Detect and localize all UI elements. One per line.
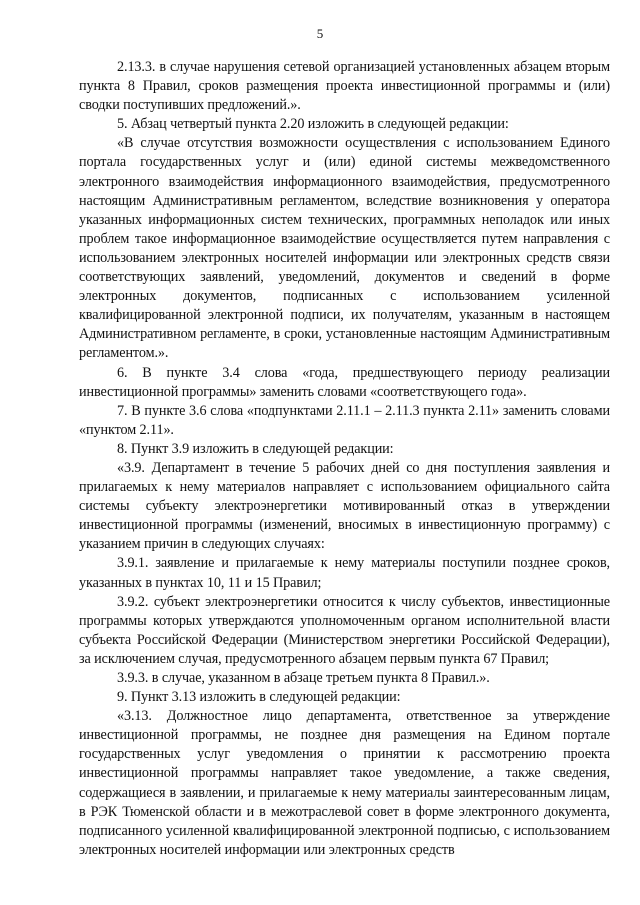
paragraph-item-6: 6. В пункте 3.4 слова «года, предшествующего периоду реализации инвестиционной программы» заменить словами «соответствующего года». <box>79 364 610 400</box>
paragraph-3-9-2: 3.9.2. субъект электроэнергетики относится к числу субъектов, инвестиционные программы которых утверждаются уполномоченным органом исполнительной власти субъекта Российской Федерации (Министерством энергетики Российской Федерации), за исключением случая, предусмотренного абзацем первым пункта 67 Правил; <box>79 593 610 667</box>
paragraph-item-8: 8. Пункт 3.9 изложить в следующей редакции: <box>117 440 394 457</box>
paragraph-3-13: «3.13. Должностное лицо департамента, ответственное за утверждение инвестиционной программы, не позднее дня размещения на Едином портале государственных услуг уведомления о принятии к рассмотрению проекта инвестиционной программы направляет такое уведомление, а также сведения, содержащиеся в заявлении, и прилагаемые к нему материалы заинтересованным лицам, в РЭК Тюменской области и в межотраслевой совет в форме электронного документа, подписанного усиленной квалифицированной электронной подписью, с использованием электронных носителей информации или электронных средств <box>79 708 610 858</box>
paragraph-item-9: 9. Пункт 3.13 изложить в следующей редакции: <box>117 689 401 706</box>
paragraph-3-9-1: 3.9.1. заявление и прилагаемые к нему материалы поступили позднее сроков, указанных в пунктах 10, 11 и 15 Правил; <box>79 555 610 591</box>
page-number: 5 <box>316 26 324 41</box>
paragraph-3-9: «3.9. Департамент в течение 5 рабочих дней со дня поступления заявления и прилагаемых к нему материалов направляет с использованием официального сайта системы субъекту электроэнергетики мотивированный отказ в утверждении инвестиционной программы (изменений, вносимых в инвестиционную программу) с указанием причин в следующих случаях: <box>79 459 610 553</box>
paragraph-item-7: 7. В пункте 3.6 слова «подпунктами 2.11.1 – 2.11.3 пункта 2.11» заменить словами «пунктом 2.11». <box>79 402 610 438</box>
paragraph-3-9-3: 3.9.3. в случае, указанном в абзаце третьем пункта 8 Правил.». <box>117 670 490 686</box>
paragraph-item-5-quote: «В случае отсутствия возможности осуществления с использованием Единого портала государственных услуг и (или) единой системы межведомственного электронного взаимодействия информационного взаимодействия, предусмотренного настоящим Административным регламентом, вследствие возникновения у оператора указанных информационных систем технических, программных неполадок или иных проблем такое информационное взаимодействие осуществляется путем направления с использованием электронных носителей информации или электронных средств связи соответствующих заявлений, уведомлений, документов и сведений в форме электронных документов, подписанных с использованием усиленной квалифицированной электронной подписи, их получателям, указанным в настоящем Административном регламенте, в сроки, установленные настоящим Административным регламентом.». <box>79 135 610 362</box>
document-body <box>79 58 610 860</box>
paragraph-item-5: 5. Абзац четвертый пункта 2.20 изложить в следующей редакции: <box>117 116 509 133</box>
paragraph-2-13-3: 2.13.3. в случае нарушения сетевой организацией установленных абзацем вторым пункта 8 Правил, сроков размещения проекта инвестиционной программы и (или) сводки поступивших предложений.». <box>79 59 610 114</box>
